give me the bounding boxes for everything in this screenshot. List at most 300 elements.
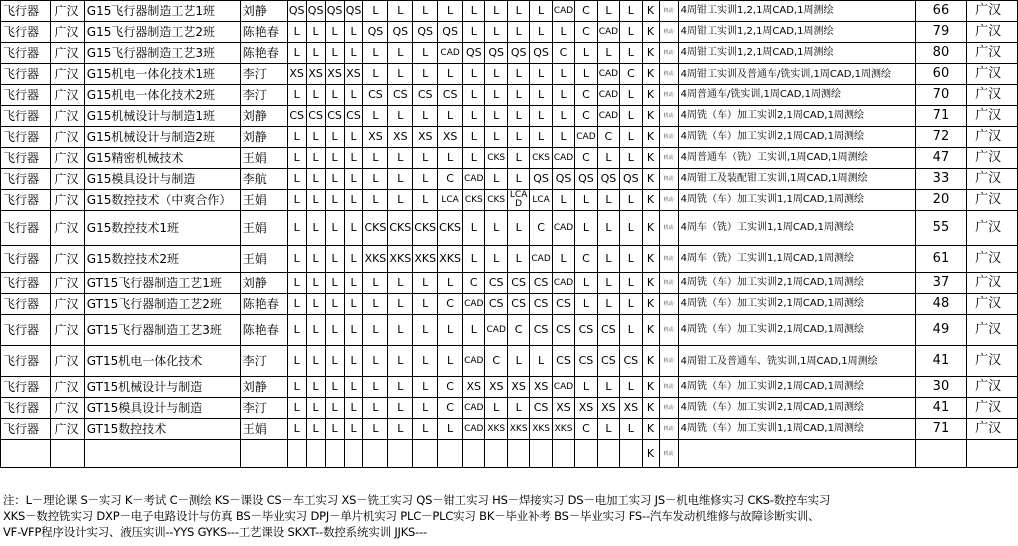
- week-cell: L: [388, 419, 413, 440]
- week-cell: L: [363, 419, 388, 440]
- class-name-cell: GT15机械设计与制造: [84, 377, 240, 398]
- teacher-cell: 李汀: [240, 64, 287, 85]
- teacher-cell: 刘静: [240, 106, 287, 127]
- class-name-cell: G15飞行器制造工艺2班: [84, 22, 240, 43]
- destination-cell: 广汉: [967, 106, 1018, 127]
- week-cell: L: [287, 315, 306, 346]
- week-cell: CS: [344, 106, 363, 127]
- teacher-cell: 王娟: [240, 419, 287, 440]
- location-cell: 广汉: [51, 246, 84, 273]
- week-cell: L: [438, 1, 463, 22]
- destination-cell: 广汉: [967, 148, 1018, 169]
- teacher-cell: 王娟: [240, 246, 287, 273]
- week-cell: CS: [620, 346, 642, 377]
- location-cell: 广汉: [51, 315, 84, 346]
- week-cell: CAD: [552, 377, 574, 398]
- week-cell: L: [552, 22, 574, 43]
- department-cell: 飞行器: [1, 211, 51, 246]
- student-count-cell: 72: [915, 127, 966, 148]
- student-count-cell: 79: [915, 22, 966, 43]
- week-cell: L: [388, 294, 413, 315]
- week-cell: L: [620, 419, 642, 440]
- week-cell: CS: [530, 294, 552, 315]
- week-cell: L: [388, 315, 413, 346]
- week-cell: L: [413, 273, 438, 294]
- teacher-cell: 刘静: [240, 127, 287, 148]
- student-count-cell: 33: [915, 169, 966, 190]
- week-cell: L: [575, 43, 597, 64]
- week-cell: CKS: [463, 190, 485, 211]
- table-row: [1, 127, 1018, 148]
- week-cell: CS: [552, 346, 574, 377]
- flag-cell: 机动: [659, 440, 678, 468]
- class-name-cell: GT15机电一体化技术: [84, 346, 240, 377]
- class-name-cell: G15机电一体化技术1班: [84, 64, 240, 85]
- student-count-cell: 37: [915, 273, 966, 294]
- student-count-cell: 66: [915, 1, 966, 22]
- week-cell: C: [438, 294, 463, 315]
- week-cell: [620, 440, 642, 468]
- week-cell: L: [597, 294, 619, 315]
- week-cell: L: [287, 148, 306, 169]
- week-cell: C: [575, 246, 597, 273]
- training-note-cell: 4周铣（车）加工实训2,1周CAD,1周测绘: [678, 398, 915, 419]
- week-cell: L: [325, 22, 344, 43]
- week-cell: CAD: [552, 1, 574, 22]
- week-cell: CKS: [363, 211, 388, 246]
- week-cell: L: [575, 64, 597, 85]
- week-cell: L: [575, 211, 597, 246]
- teacher-cell: 李汀: [240, 398, 287, 419]
- week-cell: L: [620, 85, 642, 106]
- week-cell: C: [438, 398, 463, 419]
- flag-cell: 机动: [659, 315, 678, 346]
- week-cell: CAD: [463, 346, 485, 377]
- destination-cell: 广汉: [967, 246, 1018, 273]
- week-cell: L: [507, 346, 529, 377]
- week-cell: K: [642, 169, 659, 190]
- week-cell: CS: [530, 273, 552, 294]
- week-cell: C: [575, 22, 597, 43]
- week-cell: L: [325, 377, 344, 398]
- training-note-cell: 4周车（铣）工实训1,1周CAD,1周测绘: [678, 211, 915, 246]
- location-cell: 广汉: [51, 294, 84, 315]
- week-cell: L: [287, 127, 306, 148]
- week-cell: L: [438, 315, 463, 346]
- week-cell: L: [463, 148, 485, 169]
- week-cell: C: [485, 346, 507, 377]
- class-name-cell: GT15飞行器制造工艺1班: [84, 273, 240, 294]
- week-cell: L: [287, 294, 306, 315]
- week-cell: L: [344, 190, 363, 211]
- week-cell: L: [463, 246, 485, 273]
- week-cell: CAD: [530, 246, 552, 273]
- training-note-cell: 4周铣（车）加工实训2,1周CAD,1周测绘: [678, 127, 915, 148]
- week-cell: L: [597, 211, 619, 246]
- week-cell: L: [325, 169, 344, 190]
- week-cell: CAD: [463, 398, 485, 419]
- week-cell: L: [620, 294, 642, 315]
- week-cell: L: [388, 377, 413, 398]
- week-cell: QS: [507, 43, 529, 64]
- week-cell: L: [325, 398, 344, 419]
- week-cell: L: [344, 273, 363, 294]
- department-cell: 飞行器: [1, 246, 51, 273]
- flag-cell: 机动: [659, 148, 678, 169]
- week-cell: CAD: [552, 211, 574, 246]
- week-cell: QS: [438, 22, 463, 43]
- week-cell: XS: [325, 64, 344, 85]
- class-name-cell: GT15数控技术: [84, 419, 240, 440]
- week-cell: C: [597, 127, 619, 148]
- week-cell: QS: [485, 43, 507, 64]
- destination-cell: 广汉: [967, 211, 1018, 246]
- table-row: [1, 246, 1018, 273]
- table-row: [1, 294, 1018, 315]
- week-cell: L: [413, 398, 438, 419]
- week-cell: K: [642, 190, 659, 211]
- week-cell: L: [363, 64, 388, 85]
- week-cell: CAD: [597, 22, 619, 43]
- week-cell: L: [306, 22, 325, 43]
- department-cell: 飞行器: [1, 106, 51, 127]
- table-row: [1, 169, 1018, 190]
- week-cell: L: [344, 315, 363, 346]
- week-cell: L: [463, 1, 485, 22]
- week-cell: L: [344, 346, 363, 377]
- week-cell: XS: [438, 127, 463, 148]
- training-note-cell: 4周铣（车）加工实训2,1周CAD,1周测绘: [678, 294, 915, 315]
- student-count-cell: 20: [915, 190, 966, 211]
- student-count-cell: [915, 440, 966, 468]
- department-cell: 飞行器: [1, 315, 51, 346]
- training-note-cell: 4周钳工及普通车、铣实训,1周CAD,1周测绘: [678, 346, 915, 377]
- class-name-cell: G15数控技术（中爽合作）: [84, 190, 240, 211]
- week-cell: [388, 440, 413, 468]
- class-name-cell: G15机械设计与制造1班: [84, 106, 240, 127]
- teacher-cell: 李航: [240, 169, 287, 190]
- week-cell: L: [287, 398, 306, 419]
- week-cell: CS: [552, 294, 574, 315]
- week-cell: [530, 440, 552, 468]
- table-row: [1, 273, 1018, 294]
- week-cell: L: [413, 419, 438, 440]
- week-cell: L: [463, 22, 485, 43]
- week-cell: L: [438, 148, 463, 169]
- week-cell: L: [620, 1, 642, 22]
- department-cell: 飞行器: [1, 398, 51, 419]
- week-cell: CAD: [552, 273, 574, 294]
- week-cell: L: [325, 85, 344, 106]
- class-name-cell: G15模具设计与制造: [84, 169, 240, 190]
- week-cell: L: [413, 64, 438, 85]
- week-cell: L: [344, 127, 363, 148]
- week-cell: L: [287, 211, 306, 246]
- week-cell: L: [363, 148, 388, 169]
- week-cell: L: [552, 64, 574, 85]
- week-cell: XS: [552, 398, 574, 419]
- week-cell: CAD: [438, 43, 463, 64]
- week-cell: K: [642, 1, 659, 22]
- week-cell: L: [363, 346, 388, 377]
- week-cell: CS: [552, 315, 574, 346]
- week-cell: L: [325, 419, 344, 440]
- week-cell: L: [306, 419, 325, 440]
- week-cell: CAD: [597, 85, 619, 106]
- week-cell: K: [642, 64, 659, 85]
- week-cell: QS: [413, 22, 438, 43]
- week-cell: L: [287, 377, 306, 398]
- location-cell: 广汉: [51, 148, 84, 169]
- training-note-cell: 4周铣（车）加工实训1,1周CAD,1周测绘: [678, 190, 915, 211]
- location-cell: 广汉: [51, 64, 84, 85]
- department-cell: 飞行器: [1, 419, 51, 440]
- flag-cell: 机动: [659, 398, 678, 419]
- week-cell: QS: [575, 169, 597, 190]
- week-cell: [344, 440, 363, 468]
- location-cell: 广汉: [51, 273, 84, 294]
- table-row: [1, 106, 1018, 127]
- week-cell: CAD: [597, 64, 619, 85]
- week-cell: CKS: [438, 211, 463, 246]
- week-cell: QS: [530, 43, 552, 64]
- week-cell: QS: [325, 1, 344, 22]
- week-cell: L: [530, 106, 552, 127]
- training-note-cell: 4周铣（车）加工实训1,1周CAD,1周测绘: [678, 419, 915, 440]
- week-cell: L: [620, 127, 642, 148]
- week-cell: L: [438, 64, 463, 85]
- week-cell: L: [363, 294, 388, 315]
- week-cell: L: [388, 273, 413, 294]
- flag-cell: 机动: [659, 22, 678, 43]
- week-cell: L: [363, 273, 388, 294]
- location-cell: 广汉: [51, 43, 84, 64]
- week-cell: CKS: [530, 148, 552, 169]
- week-cell: XS: [597, 398, 619, 419]
- class-name-cell: GT15模具设计与制造: [84, 398, 240, 419]
- week-cell: L: [552, 246, 574, 273]
- week-cell: K: [642, 85, 659, 106]
- destination-cell: [967, 440, 1018, 468]
- week-cell: [325, 440, 344, 468]
- class-name-cell: G15数控技术1班: [84, 211, 240, 246]
- department-cell: 飞行器: [1, 273, 51, 294]
- week-cell: L: [413, 294, 438, 315]
- week-cell: L: [620, 22, 642, 43]
- week-cell: L: [287, 346, 306, 377]
- week-cell: L: [575, 190, 597, 211]
- week-cell: L: [363, 190, 388, 211]
- week-cell: L: [344, 377, 363, 398]
- week-cell: K: [642, 398, 659, 419]
- week-cell: L: [575, 377, 597, 398]
- week-cell: QS: [463, 43, 485, 64]
- location-cell: 广汉: [51, 127, 84, 148]
- week-cell: L: [287, 22, 306, 43]
- week-cell: QS: [552, 169, 574, 190]
- week-cell: L: [597, 246, 619, 273]
- week-cell: L: [306, 377, 325, 398]
- week-cell: CS: [575, 346, 597, 377]
- week-cell: L: [413, 169, 438, 190]
- week-cell: CS: [485, 273, 507, 294]
- week-cell: CAD: [463, 169, 485, 190]
- teacher-cell: 王娟: [240, 211, 287, 246]
- student-count-cell: 71: [915, 419, 966, 440]
- week-cell: L: [463, 85, 485, 106]
- flag-cell: 机动: [659, 419, 678, 440]
- training-note-cell: 4周铣（车）加工实训2,1周CAD,1周测绘: [678, 106, 915, 127]
- week-cell: L: [507, 64, 529, 85]
- location-cell: 广汉: [51, 85, 84, 106]
- week-cell: L: [306, 246, 325, 273]
- week-cell: L: [363, 106, 388, 127]
- week-cell: L: [507, 246, 529, 273]
- training-note-cell: 4周铣（车）加工实训2,1周CAD,1周测绘: [678, 315, 915, 346]
- class-name-cell: G15飞行器制造工艺1班: [84, 1, 240, 22]
- teacher-cell: 陈艳春: [240, 294, 287, 315]
- week-cell: XS: [344, 64, 363, 85]
- week-cell: L: [620, 148, 642, 169]
- week-cell: L: [575, 294, 597, 315]
- week-cell: L: [597, 190, 619, 211]
- week-cell: LCA: [530, 190, 552, 211]
- student-count-cell: 47: [915, 148, 966, 169]
- table-row: [1, 22, 1018, 43]
- week-cell: C: [620, 64, 642, 85]
- week-cell: L: [306, 398, 325, 419]
- destination-cell: 广汉: [967, 169, 1018, 190]
- week-cell: K: [642, 211, 659, 246]
- week-cell: L: [575, 273, 597, 294]
- student-count-cell: 70: [915, 85, 966, 106]
- week-cell: L: [306, 148, 325, 169]
- department-cell: 飞行器: [1, 294, 51, 315]
- location-cell: 广汉: [51, 211, 84, 246]
- class-name-cell: G15飞行器制造工艺3班: [84, 43, 240, 64]
- class-name-cell: [84, 440, 240, 468]
- table-row: [1, 1, 1018, 22]
- destination-cell: 广汉: [967, 377, 1018, 398]
- week-cell: C: [438, 169, 463, 190]
- week-cell: L: [507, 398, 529, 419]
- department-cell: 飞行器: [1, 43, 51, 64]
- week-cell: L: [287, 169, 306, 190]
- table-row: [1, 315, 1018, 346]
- week-cell: L: [463, 315, 485, 346]
- department-cell: 飞行器: [1, 377, 51, 398]
- week-cell: K: [642, 106, 659, 127]
- department-cell: 飞行器: [1, 85, 51, 106]
- week-cell: L: [485, 398, 507, 419]
- table-row: [1, 85, 1018, 106]
- week-cell: K: [642, 127, 659, 148]
- week-cell: L: [344, 211, 363, 246]
- flag-cell: 机动: [659, 169, 678, 190]
- location-cell: 广汉: [51, 398, 84, 419]
- week-cell: XKS: [363, 246, 388, 273]
- flag-cell: 机动: [659, 43, 678, 64]
- week-cell: L: [287, 273, 306, 294]
- teacher-cell: 王娟: [240, 190, 287, 211]
- week-cell: CAD: [463, 294, 485, 315]
- week-cell: L: [507, 148, 529, 169]
- week-cell: L: [306, 169, 325, 190]
- week-cell: L: [463, 106, 485, 127]
- destination-cell: 广汉: [967, 398, 1018, 419]
- week-cell: L: [413, 148, 438, 169]
- week-cell: L: [325, 211, 344, 246]
- week-cell: L: [597, 1, 619, 22]
- week-cell: C: [438, 377, 463, 398]
- table-row: [1, 148, 1018, 169]
- week-cell: K: [642, 43, 659, 64]
- legend-line: XKS－数控铣实习 DXP－电子电路设计与仿真 BS－毕业实习 DPJ－单片机实习 PLC－PLC实习 BK－毕业补考 BS－毕业实习 FS--汽车发动机维修与故障诊断实训、: [3, 509, 820, 523]
- week-cell: L: [325, 43, 344, 64]
- week-cell: L: [388, 106, 413, 127]
- destination-cell: 广汉: [967, 127, 1018, 148]
- week-cell: L: [325, 148, 344, 169]
- week-cell: K: [642, 148, 659, 169]
- week-cell: L: [325, 190, 344, 211]
- location-cell: 广汉: [51, 190, 84, 211]
- week-cell: CS: [597, 315, 619, 346]
- week-cell: L: [413, 43, 438, 64]
- week-cell: L: [507, 106, 529, 127]
- department-cell: 飞行器: [1, 346, 51, 377]
- week-cell: XKS: [552, 419, 574, 440]
- teacher-cell: [240, 440, 287, 468]
- week-cell: L: [552, 106, 574, 127]
- week-cell: L: [507, 1, 529, 22]
- table-row: [1, 398, 1018, 419]
- week-cell: L: [344, 169, 363, 190]
- week-cell: L: [388, 169, 413, 190]
- week-cell: CS: [575, 315, 597, 346]
- week-cell: L: [530, 346, 552, 377]
- week-cell: XKS: [530, 419, 552, 440]
- table-row: [1, 64, 1018, 85]
- week-cell: C: [552, 43, 574, 64]
- student-count-cell: 55: [915, 211, 966, 246]
- training-note-cell: 4周钳工实训1,2,1周CAD,1周测绘: [678, 43, 915, 64]
- class-name-cell: G15数控技术2班: [84, 246, 240, 273]
- week-cell: K: [642, 315, 659, 346]
- week-cell: L: [287, 419, 306, 440]
- student-count-cell: 60: [915, 64, 966, 85]
- week-cell: CKS: [485, 148, 507, 169]
- week-cell: CAD: [552, 148, 574, 169]
- week-cell: L: [325, 294, 344, 315]
- week-cell: CS: [530, 398, 552, 419]
- week-cell: XS: [413, 127, 438, 148]
- week-cell: L: [597, 377, 619, 398]
- flag-cell: 机动: [659, 64, 678, 85]
- location-cell: 广汉: [51, 377, 84, 398]
- department-cell: 飞行器: [1, 1, 51, 22]
- week-cell: L: [325, 315, 344, 346]
- class-name-cell: G15机械设计与制造2班: [84, 127, 240, 148]
- destination-cell: 广汉: [967, 273, 1018, 294]
- week-cell: L: [507, 169, 529, 190]
- student-count-cell: 30: [915, 377, 966, 398]
- destination-cell: 广汉: [967, 22, 1018, 43]
- teacher-cell: 李汀: [240, 85, 287, 106]
- week-cell: L: [306, 294, 325, 315]
- week-cell: L: [344, 85, 363, 106]
- training-note-cell: 4周钳工及装配钳工实训,1周CAD,1周测绘: [678, 169, 915, 190]
- teacher-cell: 李汀: [240, 346, 287, 377]
